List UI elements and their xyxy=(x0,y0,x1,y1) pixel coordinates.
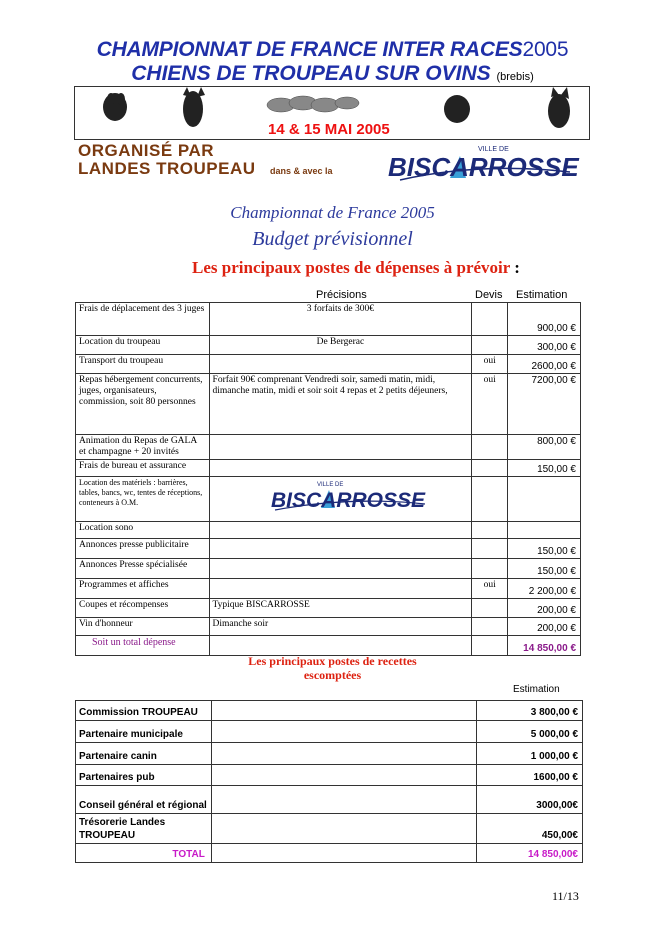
title-year: 2005 xyxy=(522,38,569,61)
expense-label: Location du troupeau xyxy=(76,336,210,355)
receipts-title-line-1: Les principaux postes de recettes xyxy=(248,654,417,668)
expense-amount xyxy=(508,522,581,539)
receipt-amount: 5 000,00 € xyxy=(477,721,583,743)
expense-devis xyxy=(472,303,508,336)
expense-amount xyxy=(508,477,581,522)
expense-precision xyxy=(209,539,472,559)
expense-label: Repas hébergement concurrents, juges, organisateurs, commission, soit 80 personnes xyxy=(76,374,210,435)
title-note: (brebis) xyxy=(496,71,534,83)
receipt-blank xyxy=(211,765,476,786)
expense-devis xyxy=(472,336,508,355)
expenses-total-amount: 14 850,00 € xyxy=(508,636,581,656)
expense-precision xyxy=(209,435,472,460)
receipts-total-label: TOTAL xyxy=(76,844,212,863)
table-row xyxy=(76,579,581,599)
receipt-blank xyxy=(211,701,476,721)
expenses-heading: Les principaux postes de dépenses à prévoir xyxy=(192,258,511,277)
receipts-title-line-2: escomptées xyxy=(303,668,362,682)
table-row xyxy=(76,765,583,786)
expense-precision xyxy=(209,522,472,539)
expense-devis xyxy=(472,599,508,618)
table-row xyxy=(76,559,581,579)
table-row xyxy=(76,618,581,636)
expense-devis: oui xyxy=(472,355,508,374)
col-devis: Devis xyxy=(475,289,503,301)
partner-text: dans & avec la xyxy=(270,166,333,176)
table-row xyxy=(76,435,581,460)
table-row xyxy=(76,303,581,336)
table-row xyxy=(76,539,581,559)
expense-devis xyxy=(472,435,508,460)
expense-amount: 2 200,00 € xyxy=(508,579,581,599)
table-row xyxy=(76,814,583,844)
biscarrosse-logo-small xyxy=(269,478,429,516)
receipt-label: Partenaire municipale xyxy=(76,721,212,743)
expense-devis: oui xyxy=(472,374,508,435)
table-row xyxy=(76,336,581,355)
expense-devis xyxy=(472,636,508,656)
expenses-total-row xyxy=(76,636,581,656)
receipt-amount: 3000,00€ xyxy=(477,786,583,814)
title-line-1 xyxy=(0,38,665,62)
receipts-total-amount: 14 850,00€ xyxy=(477,844,583,863)
expense-label: Animation du Repas de GALA et champagne + 20 invités xyxy=(76,435,210,460)
expense-precision xyxy=(209,477,472,522)
expense-precision: Typique BISCARROSSE xyxy=(209,599,472,618)
receipt-blank xyxy=(211,743,476,765)
table-row xyxy=(76,786,583,814)
expense-label: Location sono xyxy=(76,522,210,539)
expense-precision: Dimanche soir xyxy=(209,618,472,636)
expense-devis: oui xyxy=(472,579,508,599)
title-subject: CHIENS DE TROUPEAU SUR OVINS xyxy=(131,62,491,85)
expense-label: Frais de déplacement des 3 juges xyxy=(76,303,210,336)
receipts-col-estimation: Estimation xyxy=(513,684,560,695)
expense-devis xyxy=(472,522,508,539)
expense-devis xyxy=(472,559,508,579)
expense-amount: 300,00 € xyxy=(508,336,581,355)
expense-devis xyxy=(472,618,508,636)
table-row xyxy=(76,460,581,477)
expense-precision xyxy=(209,636,472,656)
page-number: 11/13 xyxy=(552,889,579,903)
organizer-line-1: ORGANISÉ PAR xyxy=(78,141,215,160)
table-row xyxy=(76,374,581,435)
receipt-label: Partenaire canin xyxy=(76,743,212,765)
title-main: CHAMPIONNAT DE FRANCE INTER RACES xyxy=(96,38,523,61)
table-row xyxy=(76,721,583,743)
receipt-label: Commission TROUPEAU xyxy=(76,701,212,721)
receipt-amount: 3 800,00 € xyxy=(477,701,583,721)
expense-amount: 800,00 € xyxy=(508,435,581,460)
table-row xyxy=(76,701,583,721)
expense-label: Coupes et récompenses xyxy=(76,599,210,618)
expense-precision: Forfait 90€ comprenant Vendredi soir, samedi matin, midi, dimanche matin, midi et soir soit 4 repas et 2 petits déjeuners, xyxy=(209,374,472,435)
logo-main-text: BISCARROSSE xyxy=(388,152,579,182)
expense-label: Transport du troupeau xyxy=(76,355,210,374)
biscarrosse-logo xyxy=(380,142,580,188)
expense-amount: 200,00 € xyxy=(508,618,581,636)
event-dates: 14 & 15 MAI 2005 xyxy=(268,121,390,138)
expense-precision: De Bergerac xyxy=(209,336,472,355)
expense-label: Vin d'honneur xyxy=(76,618,210,636)
receipt-label: Partenaires pub xyxy=(76,765,212,786)
table-row xyxy=(76,522,581,539)
expenses-heading-colon: : xyxy=(510,258,520,277)
expense-amount: 150,00 € xyxy=(508,559,581,579)
expense-amount: 150,00 € xyxy=(508,460,581,477)
expense-label: Annonces presse publicitaire xyxy=(76,539,210,559)
col-estimation: Estimation xyxy=(516,289,568,301)
subtitle-championship: Championnat de France 2005 xyxy=(230,203,435,222)
expense-precision: 3 forfaits de 300€ xyxy=(209,303,472,336)
expense-amount: 900,00 € xyxy=(508,303,581,336)
table-row xyxy=(76,355,581,374)
expense-devis xyxy=(472,460,508,477)
receipt-amount: 1600,00 € xyxy=(477,765,583,786)
col-precisions: Précisions xyxy=(316,289,367,301)
expense-amount: 200,00 € xyxy=(508,599,581,618)
receipt-blank xyxy=(211,814,476,844)
expense-label: Programmes et affiches xyxy=(76,579,210,599)
expense-amount: 2600,00 € xyxy=(508,355,581,374)
expense-label: Frais de bureau et assurance xyxy=(76,460,210,477)
expense-amount: 150,00 € xyxy=(508,539,581,559)
receipt-blank xyxy=(211,844,476,863)
expense-label: Annonces Presse spécialisée xyxy=(76,559,210,579)
expense-devis xyxy=(472,477,508,522)
expenses-table xyxy=(75,302,581,656)
receipt-label: Trésorerie Landes TROUPEAU xyxy=(76,814,212,844)
title-line-2 xyxy=(0,62,665,86)
expense-precision xyxy=(209,460,472,477)
logo-main-text-2: BISCARROSSE xyxy=(270,489,425,512)
table-row xyxy=(76,477,581,522)
subtitle-budget: Budget prévisionnel xyxy=(252,228,413,250)
receipts-total-row xyxy=(76,844,583,863)
expense-devis xyxy=(472,539,508,559)
receipt-amount: 1 000,00 € xyxy=(477,743,583,765)
receipt-amount: 450,00€ xyxy=(477,814,583,844)
expense-amount: 7200,00 € xyxy=(508,374,581,435)
expense-precision xyxy=(209,559,472,579)
subtitle-expenses xyxy=(0,258,665,278)
receipts-table xyxy=(75,700,583,863)
receipt-blank xyxy=(211,786,476,814)
receipt-label: Conseil général et régional xyxy=(76,786,212,814)
table-row xyxy=(76,743,583,765)
organizer-line-2: LANDES TROUPEAU xyxy=(78,159,256,178)
logo-small-text-2: VILLE DE xyxy=(316,482,343,488)
expense-precision xyxy=(209,579,472,599)
logo-small-text: VILLE DE xyxy=(478,146,509,153)
expenses-total-label: Soit un total dépense xyxy=(76,636,210,656)
table-row xyxy=(76,599,581,618)
expense-precision xyxy=(209,355,472,374)
expense-label: Location des matériels : barrières, tables, bancs, wc, tentes de réceptions, conteneurs à O.M. xyxy=(76,477,210,522)
receipt-blank xyxy=(211,721,476,743)
